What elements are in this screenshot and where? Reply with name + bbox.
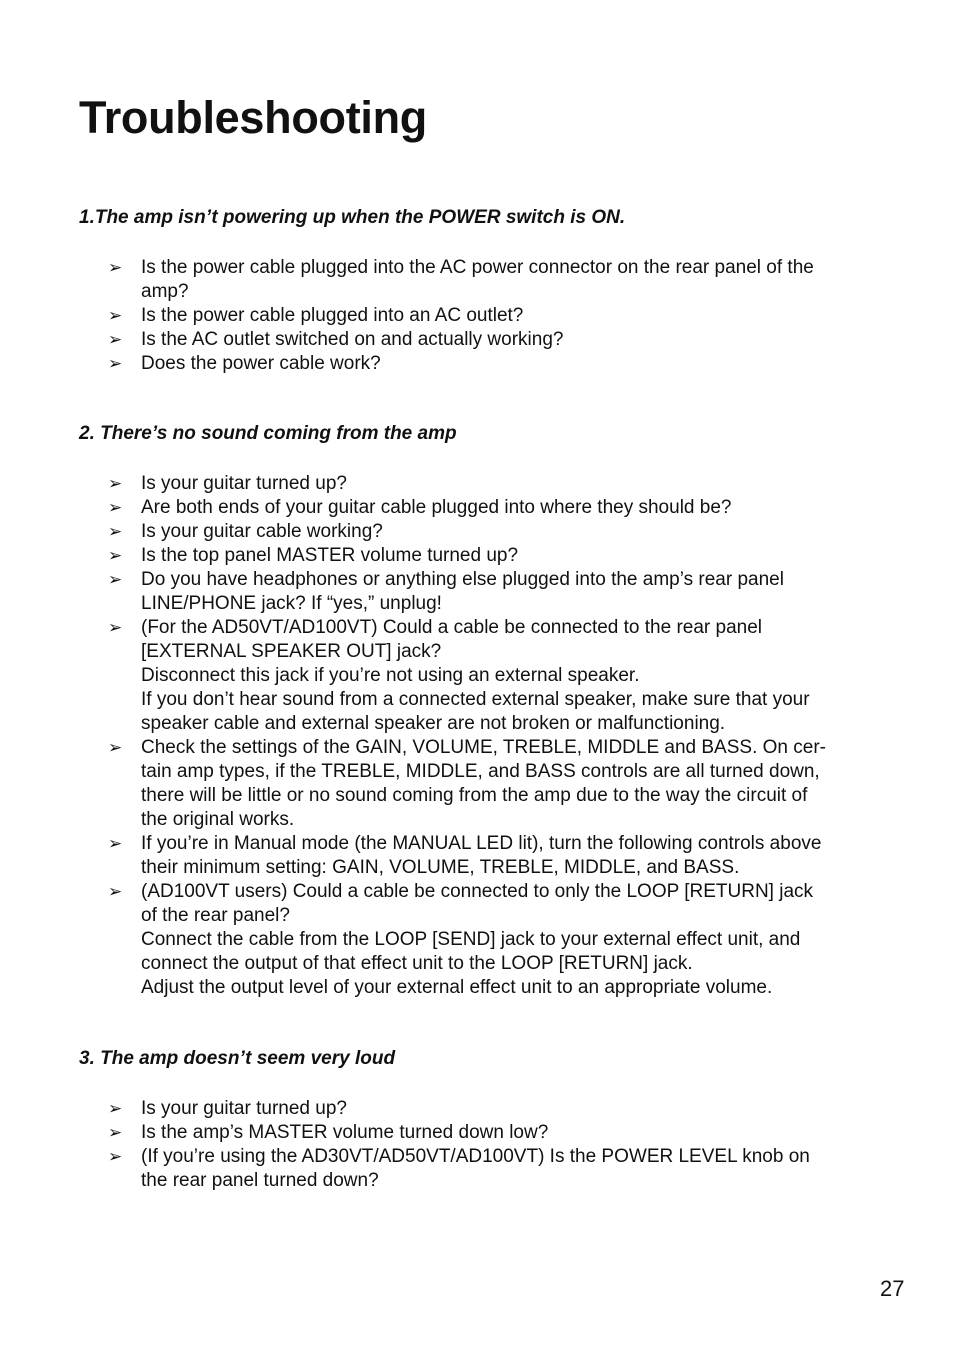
item-text-line: LINE/PHONE jack? If “yes,” unplug!	[141, 593, 442, 614]
section-power	[79, 206, 879, 376]
item-text-line: If you don’t hear sound from a connected external speaker, make sure that your	[141, 689, 810, 710]
section-not-loud	[79, 1047, 879, 1193]
item-text-line: Is the top panel MASTER volume turned up?	[141, 545, 519, 566]
list-item	[79, 1097, 879, 1121]
section-heading: 3. The amp doesn’t seem very loud	[79, 1048, 396, 1069]
arrow-bullet-icon: ➢	[108, 1123, 123, 1143]
item-text-line: Is the power cable plugged into an AC outlet?	[141, 305, 524, 326]
item-text-line: Disconnect this jack if you’re not using an external speaker.	[141, 665, 640, 686]
arrow-bullet-icon: ➢	[108, 738, 123, 758]
item-text-line: of the rear panel?	[141, 905, 290, 926]
arrow-bullet-icon: ➢	[108, 354, 123, 374]
list-item	[79, 328, 879, 352]
list-item	[79, 496, 879, 520]
item-text-line: Is the power cable plugged into the AC power connector on the rear panel of the	[141, 257, 814, 278]
arrow-bullet-icon: ➢	[108, 498, 123, 518]
item-text-line: there will be little or no sound coming from the amp due to the way the circuit of	[141, 785, 808, 806]
item-text-line: (AD100VT users) Could a cable be connected to only the LOOP [RETURN] jack	[141, 881, 814, 902]
section-heading: 1.The amp isn’t powering up when the POWER switch is ON.	[79, 207, 626, 228]
item-text-line: Is the AC outlet switched on and actually working?	[141, 329, 564, 350]
page-number: 27	[880, 1276, 905, 1301]
checklist	[79, 1097, 879, 1193]
item-text-line: amp?	[141, 281, 189, 302]
item-text-line: [EXTERNAL SPEAKER OUT] jack?	[141, 641, 442, 662]
list-item	[79, 472, 879, 496]
list-item	[79, 520, 879, 544]
item-text-line: (For the AD50VT/AD100VT) Could a cable be connected to the rear panel	[141, 617, 763, 638]
arrow-bullet-icon: ➢	[108, 1099, 123, 1119]
arrow-bullet-icon: ➢	[108, 258, 123, 278]
list-item	[79, 544, 879, 568]
checklist	[79, 256, 879, 376]
item-text-line: Check the settings of the GAIN, VOLUME, TREBLE, MIDDLE and BASS. On cer-	[141, 737, 826, 758]
list-item	[79, 832, 879, 880]
item-text-line: Is your guitar turned up?	[141, 1098, 347, 1119]
arrow-bullet-icon: ➢	[108, 474, 123, 494]
list-item	[79, 304, 879, 328]
list-item	[79, 1145, 879, 1193]
arrow-bullet-icon: ➢	[108, 834, 123, 854]
page-title: Troubleshooting	[79, 92, 427, 143]
section-heading: 2. There’s no sound coming from the amp	[79, 423, 457, 444]
item-text-line: Adjust the output level of your external effect unit to an appropriate volume.	[141, 977, 773, 998]
item-text-line: tain amp types, if the TREBLE, MIDDLE, and BASS controls are all turned down,	[141, 761, 820, 782]
arrow-bullet-icon: ➢	[108, 306, 123, 326]
arrow-bullet-icon: ➢	[108, 1147, 123, 1167]
list-item	[79, 568, 879, 616]
item-text-line: Connect the cable from the LOOP [SEND] jack to your external effect unit, and	[141, 929, 801, 950]
item-text-line: Does the power cable work?	[141, 353, 381, 374]
list-item	[79, 616, 879, 736]
list-item	[79, 256, 879, 304]
list-item	[79, 352, 879, 376]
item-text-line: If you’re in Manual mode (the MANUAL LED lit), turn the following controls above	[141, 833, 822, 854]
item-text-line: connect the output of that effect unit to the LOOP [RETURN] jack.	[141, 953, 693, 974]
item-text-line: (If you’re using the AD30VT/AD50VT/AD100VT) Is the POWER LEVEL knob on	[141, 1146, 810, 1167]
checklist	[79, 472, 879, 1000]
list-item	[79, 880, 879, 1000]
item-text-line: Do you have headphones or anything else plugged into the amp’s rear panel	[141, 569, 784, 590]
list-item	[79, 736, 879, 832]
item-text-line: their minimum setting: GAIN, VOLUME, TREBLE, MIDDLE, and BASS.	[141, 857, 740, 878]
arrow-bullet-icon: ➢	[108, 882, 123, 902]
item-text-line: the original works.	[141, 809, 295, 830]
item-text-line: the rear panel turned down?	[141, 1170, 379, 1191]
item-text-line: Are both ends of your guitar cable plugged into where they should be?	[141, 497, 732, 518]
arrow-bullet-icon: ➢	[108, 546, 123, 566]
item-text-line: Is your guitar cable working?	[141, 521, 383, 542]
arrow-bullet-icon: ➢	[108, 522, 123, 542]
section-no-sound	[79, 422, 879, 1000]
arrow-bullet-icon: ➢	[108, 330, 123, 350]
arrow-bullet-icon: ➢	[108, 618, 123, 638]
list-item	[79, 1121, 879, 1145]
arrow-bullet-icon: ➢	[108, 570, 123, 590]
item-text-line: Is your guitar turned up?	[141, 473, 347, 494]
item-text-line: speaker cable and external speaker are not broken or malfunctioning.	[141, 713, 726, 734]
item-text-line: Is the amp’s MASTER volume turned down low?	[141, 1122, 549, 1143]
